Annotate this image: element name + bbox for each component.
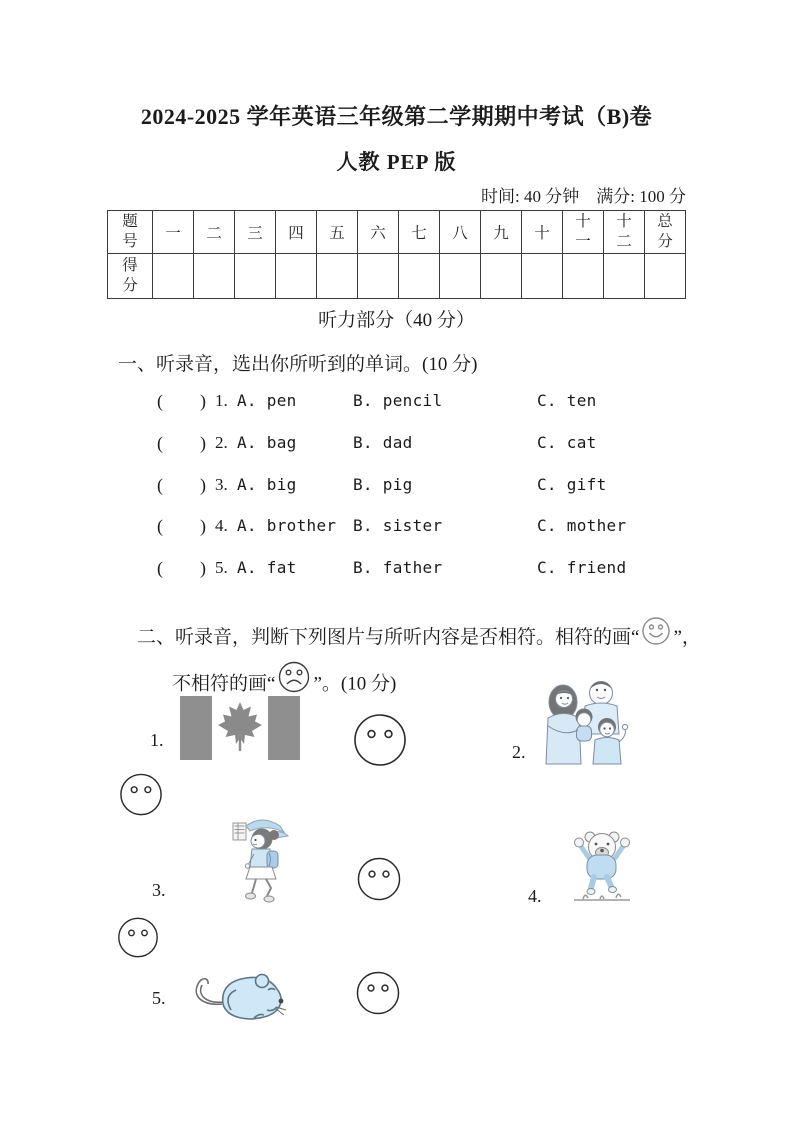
part1-heading: 一、听录音，选出你所听到的单词。(10 分)	[118, 354, 478, 375]
score-col: 十	[522, 211, 563, 254]
score-row-label: 得分	[108, 254, 153, 299]
answer-bracket-close: )	[200, 516, 206, 536]
option-a: A. pen	[237, 391, 297, 410]
page-title: 2024-2025 学年英语三年级第二学期期中考试（B)卷	[140, 104, 653, 129]
mouse-image	[188, 958, 290, 1026]
score-table-score-row	[108, 254, 686, 299]
option-b: B. dad	[353, 433, 413, 452]
score-col: 七	[399, 211, 440, 254]
question-number: 1.	[215, 391, 228, 410]
answer-bracket-open: (	[157, 558, 163, 578]
question-number: 5.	[215, 558, 228, 577]
answer-bracket-open: (	[157, 475, 163, 495]
question-number: 3.	[215, 475, 228, 494]
question-number: 4.	[215, 516, 228, 535]
part2-heading-line1: 二、听录音，判断下列图片与所听内容是否相符。相符的画“ ”，	[118, 600, 701, 676]
time-score-meta: 时间: 40 分钟 满分: 100 分	[481, 187, 686, 206]
score-col: 十一	[563, 211, 604, 254]
score-cell	[358, 254, 399, 299]
answer-bracket-open: (	[157, 433, 163, 453]
option-b: B. pig	[353, 475, 413, 494]
score-table	[107, 210, 686, 299]
item-number-3: 3.	[152, 880, 166, 900]
girl-walking-image	[220, 816, 310, 910]
score-cell	[440, 254, 481, 299]
happy-face-icon	[641, 616, 671, 646]
option-c: C. gift	[537, 475, 607, 494]
answer-bracket-close: )	[200, 475, 206, 495]
score-cell	[235, 254, 276, 299]
option-a: A. big	[237, 475, 297, 494]
question-row-3	[157, 475, 777, 501]
score-col: 四	[276, 211, 317, 254]
item-number-5: 5.	[152, 988, 166, 1008]
score-col: 八	[440, 211, 481, 254]
option-a: A. fat	[237, 558, 297, 577]
item-number-2: 2.	[512, 742, 526, 762]
item-number-4: 4.	[528, 886, 542, 906]
score-col: 九	[481, 211, 522, 254]
option-c: C. mother	[537, 516, 627, 535]
score-col-total: 总分	[645, 211, 686, 254]
score-cell	[317, 254, 358, 299]
answer-bracket-open: (	[157, 516, 163, 536]
score-col: 一	[153, 211, 194, 254]
option-b: B. sister	[353, 516, 443, 535]
score-col: 五	[317, 211, 358, 254]
score-col: 十二	[604, 211, 645, 254]
question-row-5	[157, 558, 777, 584]
score-table-header-row	[108, 211, 686, 254]
score-col: 二	[194, 211, 235, 254]
option-c: C. cat	[537, 433, 597, 452]
score-cell	[645, 254, 686, 299]
part2-heading-line2: 不相符的画“ ”。(10 分)	[153, 646, 396, 724]
score-table-corner: 题号	[108, 211, 153, 254]
answer-bracket-close: )	[200, 391, 206, 411]
bear-jumping-image	[556, 828, 648, 908]
edition-label: 人教 PEP 版	[336, 150, 457, 174]
canada-flag-image	[180, 696, 300, 760]
answer-bracket-open: (	[157, 391, 163, 411]
option-a: A. brother	[237, 516, 337, 535]
option-a: A. bag	[237, 433, 297, 452]
score-col: 三	[235, 211, 276, 254]
score-cell	[276, 254, 317, 299]
score-cell	[604, 254, 645, 299]
listening-section-title: 听力部分（40 分）	[318, 310, 475, 331]
score-cell	[399, 254, 440, 299]
answer-face-circle-3	[356, 856, 402, 902]
answer-bracket-close: )	[200, 433, 206, 453]
score-cell	[153, 254, 194, 299]
question-row-1	[157, 391, 777, 417]
answer-face-circle-4	[116, 916, 160, 959]
option-c: C. friend	[537, 558, 627, 577]
part2-picture-area	[0, 670, 793, 1070]
score-cell	[563, 254, 604, 299]
question-number: 2.	[215, 433, 228, 452]
score-cell	[481, 254, 522, 299]
answer-face-circle-5	[355, 970, 401, 1016]
score-cell	[522, 254, 563, 299]
score-cell	[194, 254, 235, 299]
option-b: B. father	[353, 558, 443, 577]
option-b: B. pencil	[353, 391, 443, 410]
option-c: C. ten	[537, 391, 597, 410]
item-number-1: 1.	[150, 730, 164, 750]
answer-bracket-close: )	[200, 558, 206, 578]
family-photo-image	[534, 676, 644, 766]
score-col: 六	[358, 211, 399, 254]
answer-face-circle-2	[118, 772, 164, 817]
answer-face-circle-1	[352, 712, 408, 768]
question-row-4	[157, 516, 777, 542]
question-row-2	[157, 433, 777, 459]
